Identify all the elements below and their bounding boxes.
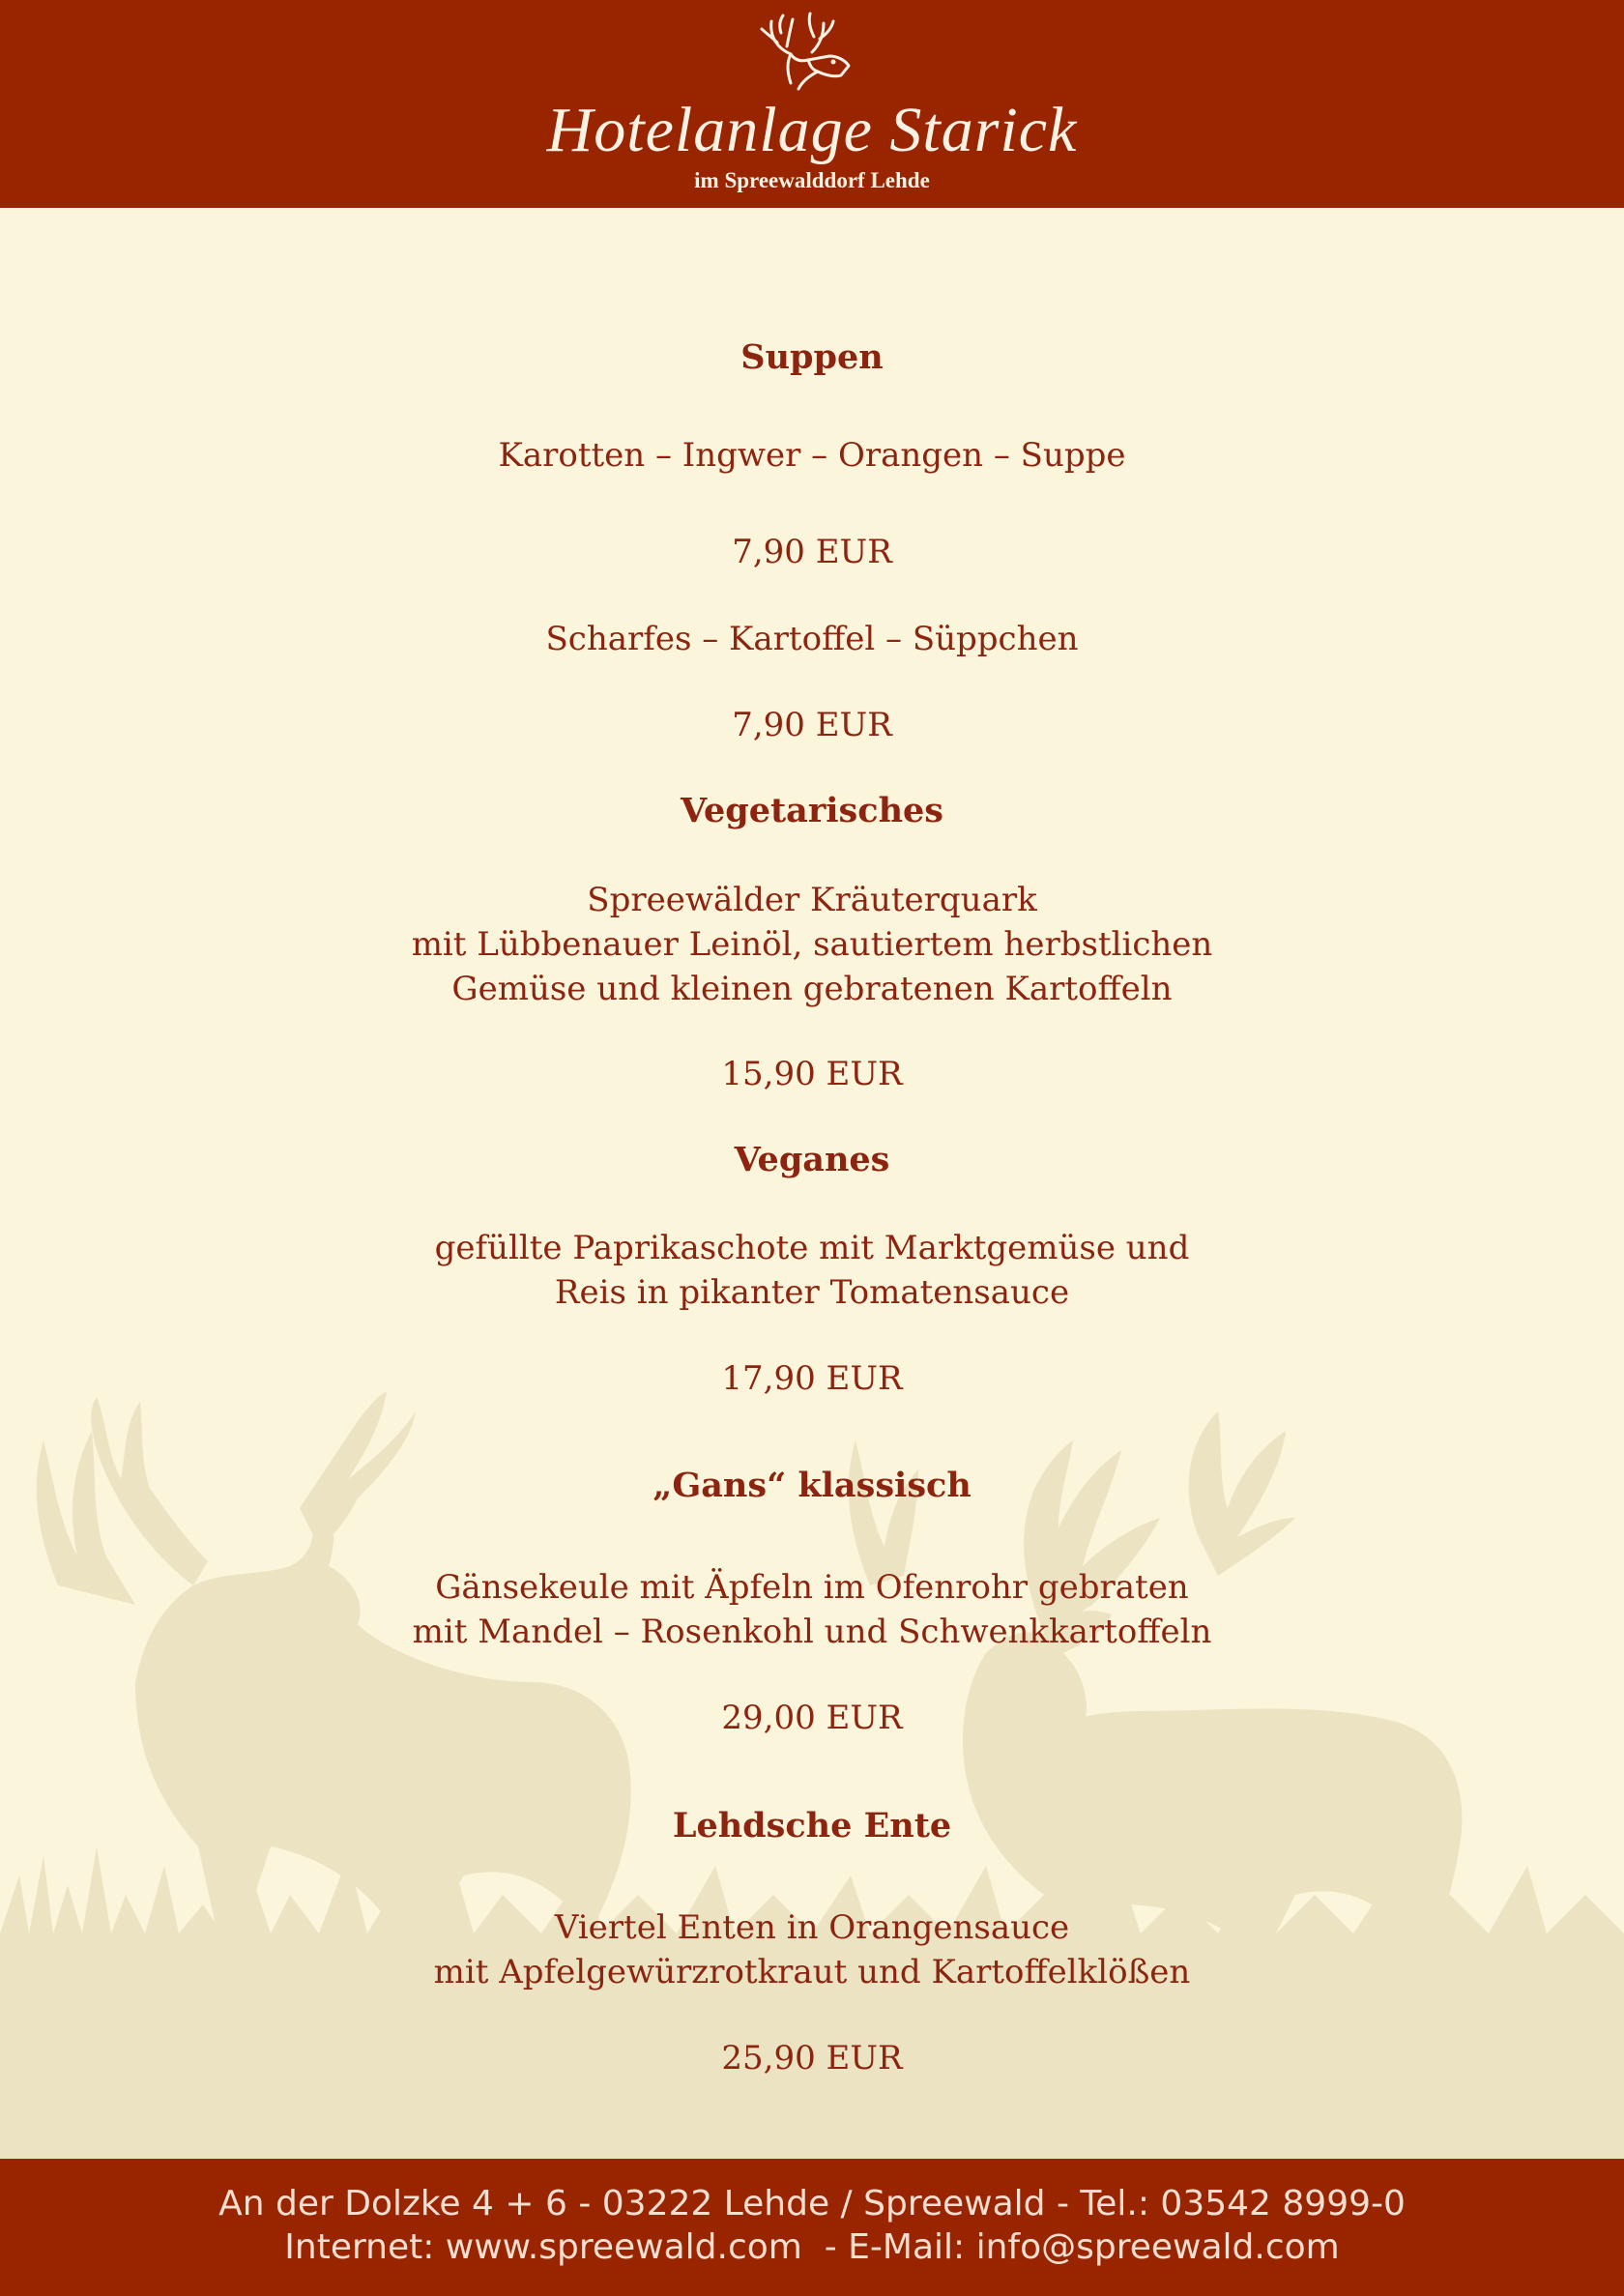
dish-line: Scharfes – Kartoffel – Süppchen xyxy=(545,620,1079,658)
dish-line: Viertel Enten in Orangensauce xyxy=(554,1908,1070,1947)
dish-price: 7,90 EUR xyxy=(732,706,892,744)
deer-head-icon xyxy=(752,8,866,97)
page-footer xyxy=(0,2159,1624,2296)
section-title: Lehdsche Ente xyxy=(672,1806,952,1846)
section-title: Vegetarisches xyxy=(681,791,943,830)
dish-price: 7,90 EUR xyxy=(732,533,892,571)
dish-line: mit Apfelgewürzrotkraut und Kartoffelklößen xyxy=(433,1953,1191,1991)
dish-line: Reis in pikanter Tomatensauce xyxy=(554,1273,1070,1312)
dish-price: 29,00 EUR xyxy=(721,1699,903,1737)
menu-content xyxy=(0,208,1624,2161)
dish-price: 25,90 EUR xyxy=(721,2039,903,2078)
dish-line: gefüllte Paprikaschote mit Marktgemüse und xyxy=(434,1229,1190,1267)
dish-line: mit Lübbenauer Leinöl, sautiertem herbstlichen xyxy=(411,925,1213,964)
dish-price: 17,90 EUR xyxy=(721,1359,903,1398)
dish-line: Gemüse und kleinen gebratenen Kartoffeln xyxy=(451,970,1173,1008)
footer-contact: Internet: www.spreewald.com - E-Mail: info@spreewald.com xyxy=(284,2227,1340,2267)
dish-line: Spreewälder Kräuterquark xyxy=(587,881,1037,919)
footer-address: An der Dolzke 4 + 6 - 03222 Lehde / Spreewald - Tel.: 03542 8999-0 xyxy=(218,2184,1406,2223)
dish-line: Karotten – Ingwer – Orangen – Suppe xyxy=(498,436,1126,475)
section-title: Suppen xyxy=(740,337,884,377)
brand-subtitle: im Spreewalddorf Lehde xyxy=(694,168,930,192)
dish-line: Gänsekeule mit Äpfeln im Ofenrohr gebraten xyxy=(435,1568,1189,1607)
section-title: „Gans“ klassisch xyxy=(652,1466,972,1505)
dish-price: 15,90 EUR xyxy=(721,1055,903,1093)
section-title: Veganes xyxy=(734,1140,890,1179)
brand-name: Hotelanlage Starick xyxy=(546,95,1078,165)
page-header xyxy=(0,0,1624,208)
dish-line: mit Mandel – Rosenkohl und Schwenkkartoffeln xyxy=(412,1613,1212,1651)
